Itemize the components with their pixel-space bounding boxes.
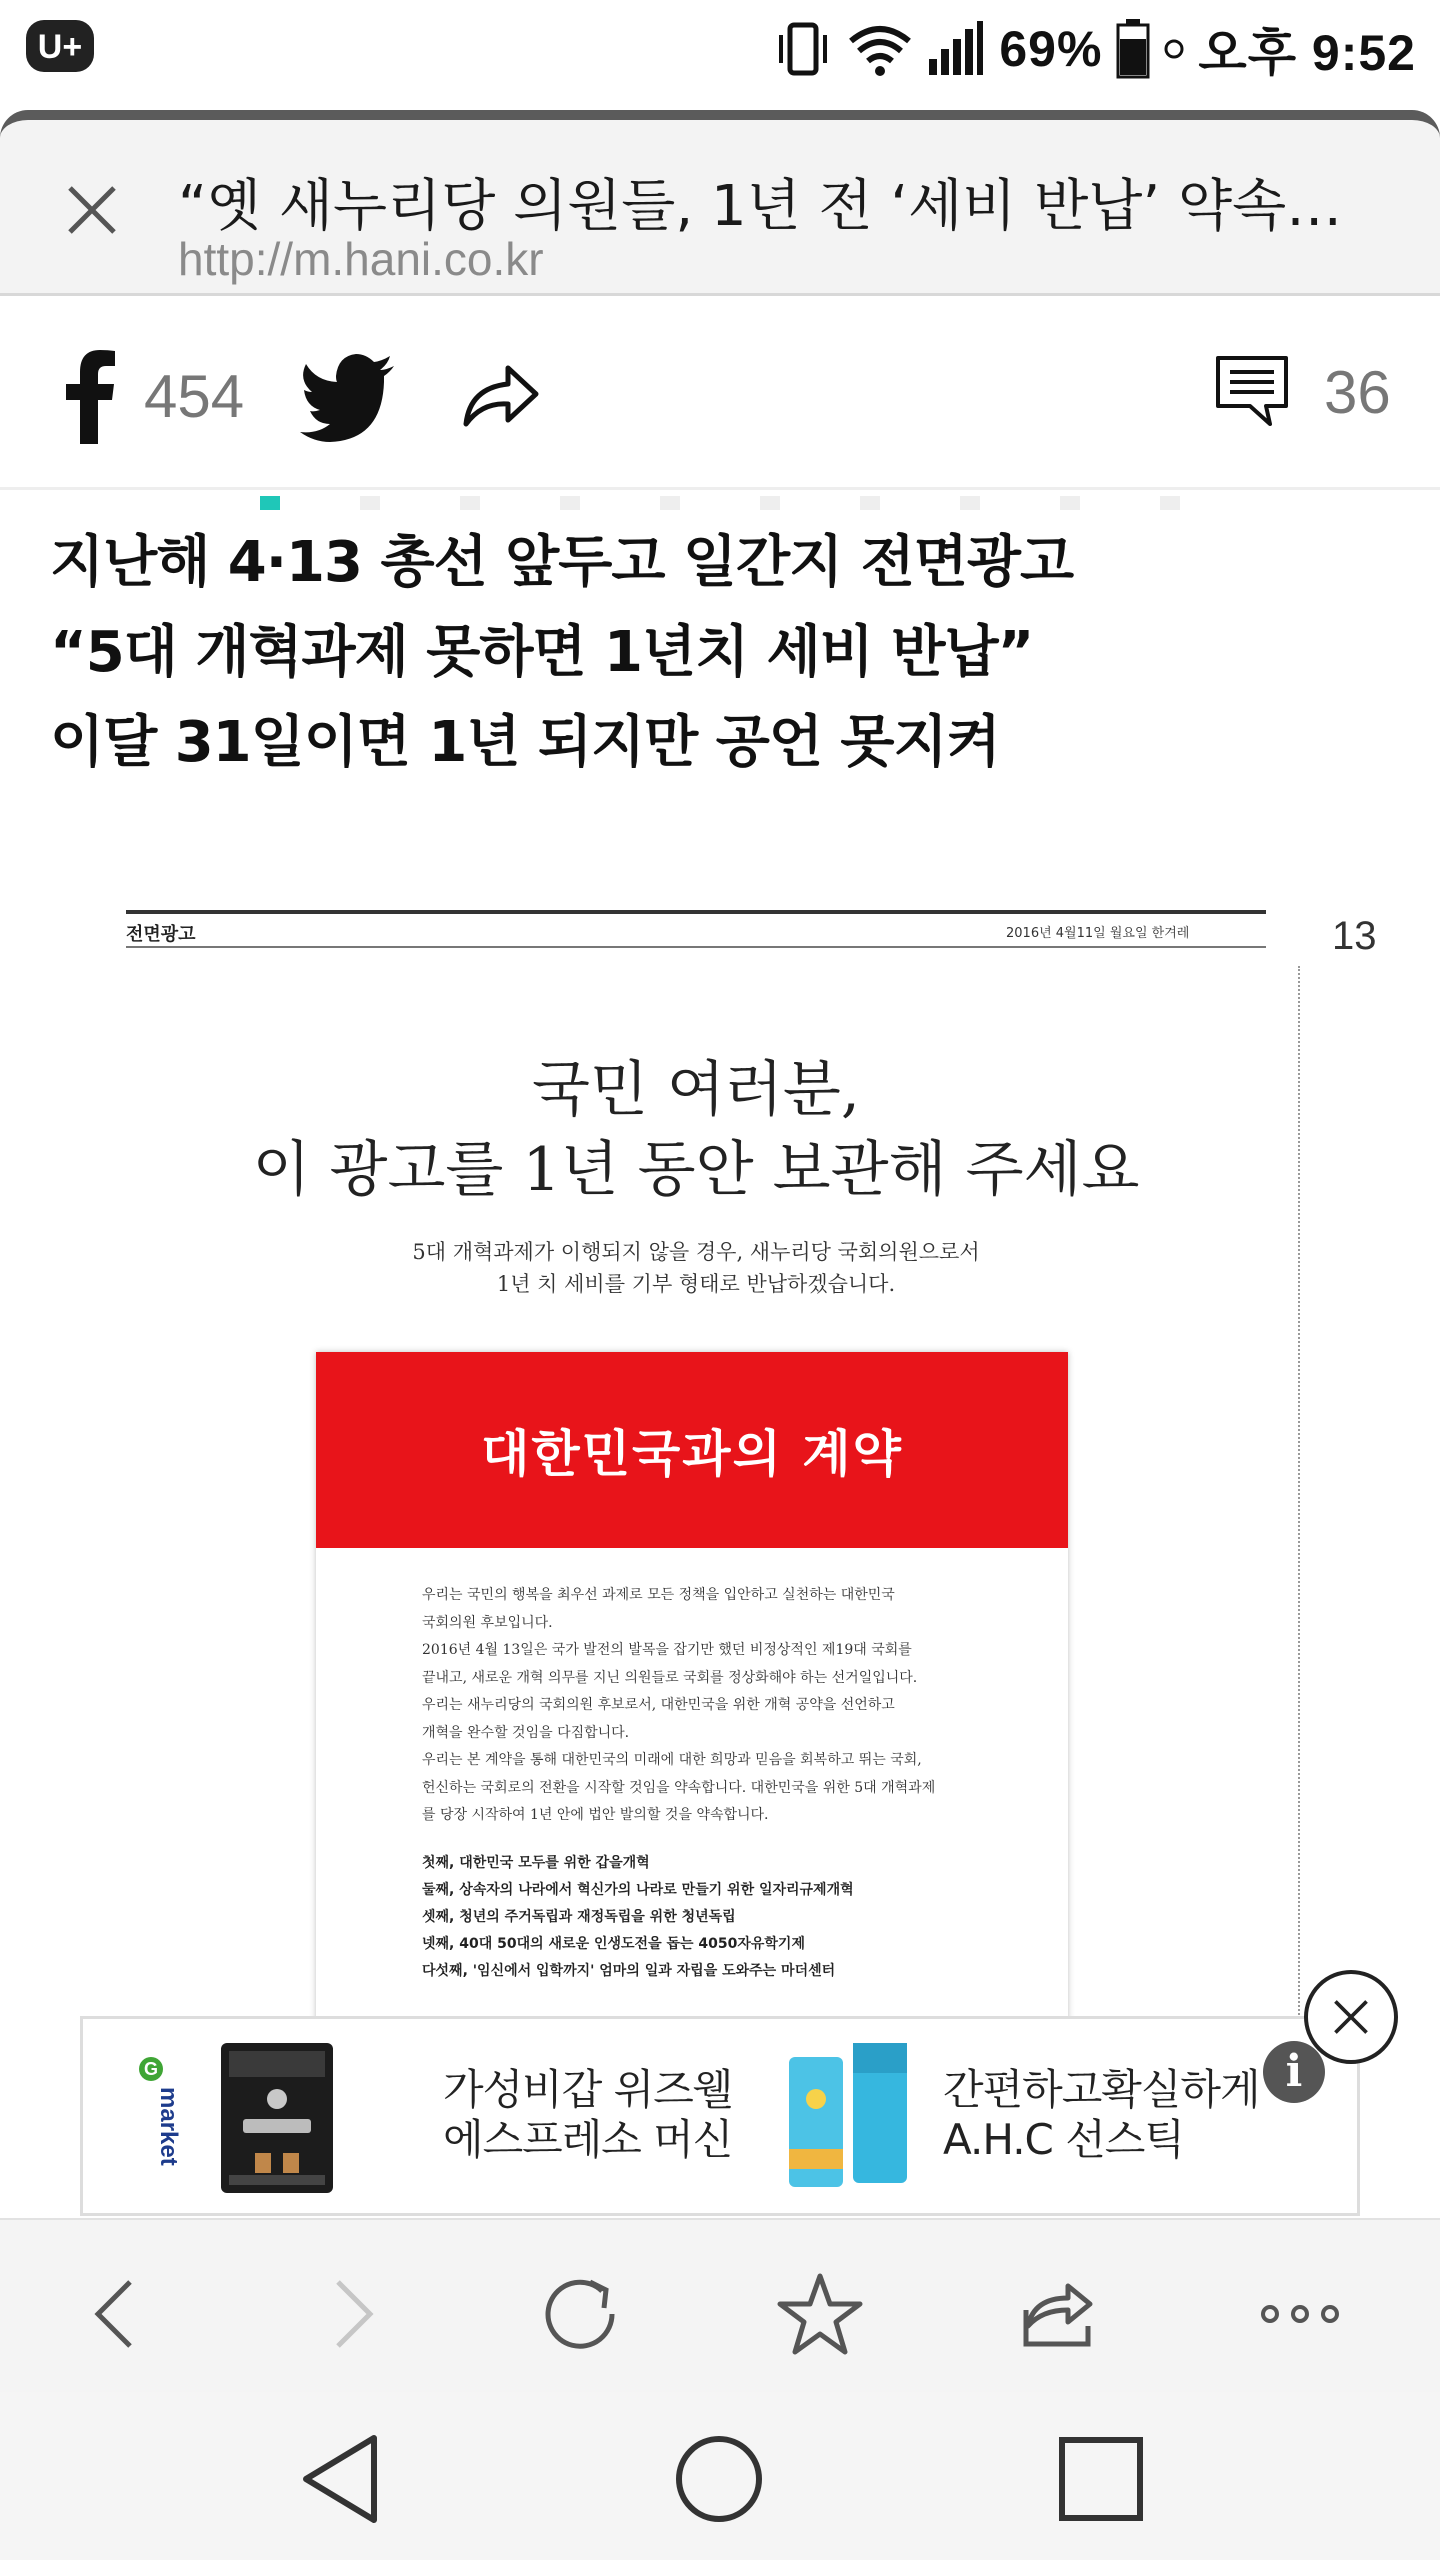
gmarket-logo — [131, 2055, 182, 2205]
ad-product-text: 간편하고확실하게 — [943, 2065, 1260, 2114]
system-navigation-bar — [0, 2392, 1440, 2560]
contract-title: 대한민국과의 계약 — [481, 1425, 903, 1483]
close-icon[interactable] — [60, 178, 124, 242]
contract-line: 우리는 새누리당의 국회의원 후보로서, 대한민국을 위한 개혁 공약을 선언하고 — [422, 1697, 895, 1713]
ad-heading: 이 광고를 1년 동안 보관해 주세요 — [252, 1135, 1140, 1205]
ad-product-espresso[interactable] — [203, 2019, 803, 2213]
contract-line: 2016년 4월 13일은 국가 발전의 발목을 잡기만 했던 비정상적인 제19대 국회를 — [422, 1642, 912, 1658]
battery-percent: 69% — [999, 21, 1103, 77]
ad-product-sunstick[interactable] — [783, 2019, 1263, 2213]
facebook-icon — [64, 348, 116, 444]
nav-home-icon[interactable] — [664, 2424, 774, 2534]
contract-item: 첫째, 대한민국 모두를 위한 갑을개혁 — [422, 1854, 650, 1871]
ad-subheading: 5대 개혁과제가 이행되지 않을 경우, 새누리당 국회의원으로서 — [412, 1240, 980, 1264]
carrier-logo-icon — [24, 18, 96, 74]
battery-icon — [1116, 19, 1150, 79]
newspaper-page-number: 13 — [1332, 914, 1377, 958]
ad-info-icon[interactable]: i — [1263, 2041, 1325, 2103]
column-divider — [1298, 966, 1300, 2026]
browser-toolbar — [0, 2218, 1440, 2392]
nav-back-icon[interactable] — [288, 2424, 398, 2534]
contract-line: 끝내고, 새로운 개혁 의무를 지닌 의원들로 국회를 정상화해야 하는 선거일입니다. — [422, 1669, 918, 1686]
facebook-share[interactable] — [64, 348, 244, 444]
status-bar — [0, 0, 1440, 96]
refresh-icon[interactable] — [530, 2264, 630, 2364]
contract-line: 우리는 국민의 행복을 최우선 과제로 모든 정책을 입안하고 실천하는 대한민국 — [422, 1587, 895, 1603]
more-icon[interactable] — [1250, 2264, 1350, 2364]
ad-product-text: 에스프레소 머신 — [443, 2115, 733, 2164]
status-time: 오후 9:52 — [1198, 25, 1416, 81]
sunstick-image — [783, 2039, 913, 2199]
headline-line: 이달 31일이면 1년 되지만 공언 못지켜 — [50, 710, 1000, 775]
svg-text:G: G — [143, 2059, 159, 2079]
comments-button[interactable] — [1214, 354, 1391, 430]
contract-item: 넷째, 40대 50대의 새로운 인생도전을 돕는 4050자유학기제 — [422, 1935, 805, 1952]
nav-recents-icon[interactable] — [1046, 2424, 1156, 2534]
contract-line: 우리는 본 계약을 통해 대한민국의 미래에 대한 희망과 믿음을 회복하고 뛰는 국회, — [422, 1752, 922, 1768]
contract-box — [316, 1352, 1068, 2052]
contract-line: 를 당장 시작하여 1년 안에 법안 발의할 것을 약속합니다. — [422, 1807, 769, 1823]
divider — [126, 910, 1266, 914]
ad-product-text: 가성비갑 위즈웰 — [443, 2065, 733, 2114]
newspaper-date: 2016년 4월11일 월요일 한겨레 — [1006, 926, 1190, 941]
share-bar — [0, 298, 1440, 490]
headline-line: 지난해 4·13 총선 앞두고 일간지 전면광고 — [50, 530, 1074, 595]
contract-body — [316, 1548, 1068, 1985]
comment-icon — [1214, 354, 1290, 430]
article-subheadlines — [50, 518, 1390, 788]
divider — [126, 946, 1266, 948]
alarm-icon — [1164, 21, 1184, 77]
signal-icon — [927, 21, 985, 77]
headline-line: “5대 개혁과제 못하면 1년치 세비 반납” — [50, 620, 1034, 685]
ad-subheading: 1년 치 세비를 기부 형태로 반납하겠습니다. — [496, 1272, 896, 1296]
svg-text:market: market — [155, 2087, 182, 2166]
page-url[interactable]: http://m.hani.co.kr — [178, 233, 544, 285]
facebook-count: 454 — [144, 362, 245, 430]
espresso-machine-image — [203, 2035, 353, 2207]
contract-banner — [316, 1352, 1068, 1548]
ad-banner[interactable] — [80, 2016, 1360, 2216]
contract-line: 개혁을 완수할 것임을 다짐합니다. — [422, 1724, 630, 1741]
vibrate-icon — [773, 21, 833, 77]
newspaper-section: 전면광고 — [126, 924, 196, 945]
share-icon[interactable] — [460, 360, 540, 430]
forward-icon[interactable] — [302, 2264, 402, 2364]
newspaper-ad-image — [126, 906, 1376, 2016]
carousel-indicator — [260, 496, 1200, 510]
contract-item: 둘째, 상속자의 나라에서 혁신가의 나라로 만들기 위한 일자리규제개혁 — [422, 1881, 854, 1898]
twitter-icon[interactable] — [300, 352, 396, 442]
contract-line: 국회의원 후보입니다. — [422, 1614, 553, 1631]
comment-count: 36 — [1324, 358, 1391, 426]
ad-product-text: A.H.C 선스틱 — [943, 2115, 1184, 2164]
contract-list — [422, 1850, 1008, 1985]
page-title: “옛 새누리당 의원들, 1년 전 ‘세비 반납’ 약속… — [178, 174, 1343, 239]
contract-item: 셋째, 청년의 주거독립과 재정독립을 위한 청년독립 — [422, 1908, 736, 1925]
contract-line: 헌신하는 국회로의 전환을 시작할 것임을 약속합니다. 대한민국을 위한 5대 개혁과제 — [422, 1779, 936, 1796]
bookmark-star-icon[interactable] — [770, 2264, 870, 2364]
contract-item: 다섯째, '임신에서 입학까지' 엄마의 일과 자립을 도와주는 마더센터 — [422, 1962, 836, 1979]
browser-title-bar — [0, 110, 1440, 296]
share-icon[interactable] — [1006, 2264, 1106, 2364]
ad-heading: 국민 여러분, — [532, 1055, 860, 1125]
wifi-icon — [847, 21, 913, 77]
close-circle-icon[interactable] — [1304, 1970, 1398, 2064]
back-icon[interactable] — [66, 2264, 166, 2364]
svg-text:U+: U+ — [37, 28, 83, 66]
